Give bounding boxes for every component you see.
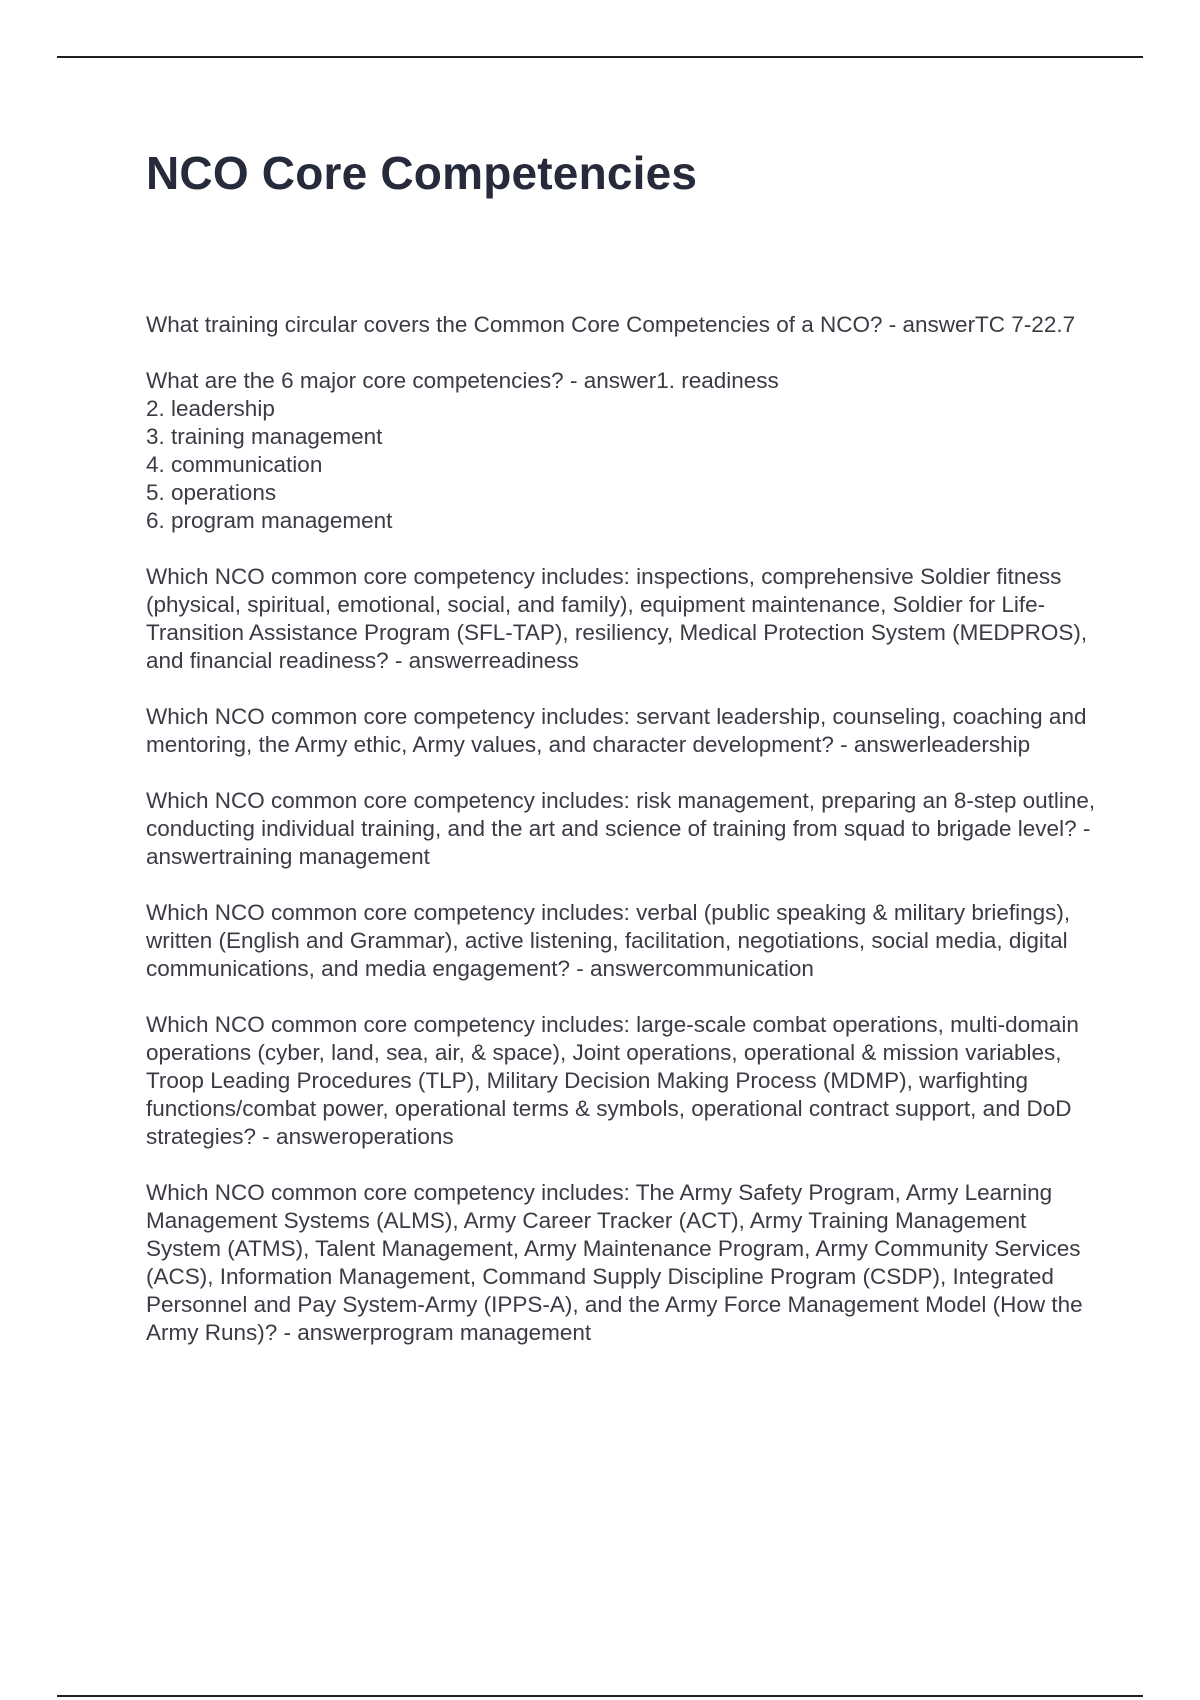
qa-entry: Which NCO common core competency includes: risk management, preparing an 8-step outline, conducting individual training, and the art and science of training from squad to brigade level? - answertraining management <box>146 788 1096 869</box>
page-title: NCO Core Competencies <box>146 147 698 199</box>
document-body <box>146 311 1096 1347</box>
qa-entry: Which NCO common core competency includes: servant leadership, counseling, coaching and mentoring, the Army ethic, Army values, and character development? - answerleadership <box>146 704 1087 757</box>
top-divider <box>57 56 1143 58</box>
qa-entry: Which NCO common core competency includes: inspections, comprehensive Soldier fitness (physical, spiritual, emotional, social, and family), equipment maintenance, Soldier for Life-Transition Assistance Program (SFL-TAP), resiliency, Medical Protection System (MEDPROS), and financial readiness? - answerreadiness <box>146 564 1088 673</box>
qa-entry: What training circular covers the Common Core Competencies of a NCO? - answerTC 7-22.7 <box>146 312 1076 337</box>
qa-entry: Which NCO common core competency includes: large-scale combat operations, multi-domain operations (cyber, land, sea, air, & space), Joint operations, operational & mission variables, Troop Leading Procedures (TLP), Military Decision Making Process (MDMP), warfighting functions/combat power, operational terms & symbols, operational contract support, and DoD strategies? - answeroperations <box>146 1012 1079 1149</box>
qa-entry: What are the 6 major core competencies? - answer1. readiness 2. leadership 3. training management 4. communication 5. operations 6. program management <box>146 368 779 533</box>
qa-entry: Which NCO common core competency includes: verbal (public speaking & military briefings), written (English and Grammar), active listening, facilitation, negotiations, social media, digital communications, and media engagement? - answercommunication <box>146 900 1071 981</box>
bottom-divider <box>57 1695 1143 1697</box>
qa-entry: Which NCO common core competency includes: The Army Safety Program, Army Learning Management Systems (ALMS), Army Career Tracker (ACT), Army Training Management System (ATMS), Talent Management, Army Maintenance Program, Army Community Services (ACS), Information Management, Command Supply Discipline Program (CSDP), Integrated Personnel and Pay System-Army (IPPS-A), and the Army Force Management Model (How the Army Runs)? - answerprogram management <box>146 1180 1083 1345</box>
